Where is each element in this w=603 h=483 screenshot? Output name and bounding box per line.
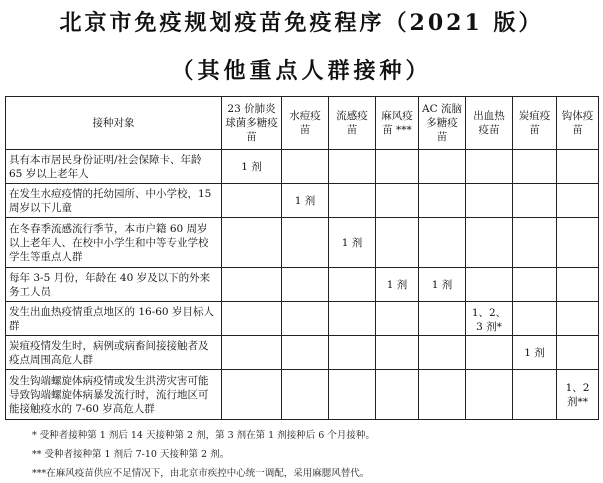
column-header-target: 接种对象 xyxy=(6,97,222,150)
target-group-cell: 在发生水痘疫情的托幼园所、中小学校，15 周岁以下儿童 xyxy=(6,184,222,218)
table-row xyxy=(6,150,599,184)
dose-cell xyxy=(557,268,599,302)
column-header-vaccine: 炭疽疫苗 xyxy=(513,97,557,150)
dose-cell xyxy=(329,268,376,302)
dose-cell xyxy=(466,370,513,420)
dose-cell xyxy=(376,150,419,184)
table-row xyxy=(6,370,599,420)
dose-cell xyxy=(513,268,557,302)
dose-cell xyxy=(466,268,513,302)
column-header-vaccine: 出血热疫苗 xyxy=(466,97,513,150)
dose-cell xyxy=(282,336,329,370)
footnotes xyxy=(32,426,375,483)
dose-cell: 1、2、3 剂* xyxy=(466,302,513,336)
dose-cell xyxy=(513,184,557,218)
immunization-schedule-table xyxy=(5,96,599,420)
dose-cell xyxy=(329,150,376,184)
dose-cell xyxy=(557,218,599,268)
dose-cell xyxy=(222,268,282,302)
target-group-cell: 每年 3-5 月份，年龄在 40 岁及以下的外来务工人员 xyxy=(6,268,222,302)
dose-cell xyxy=(419,150,466,184)
dose-cell: 1 剂 xyxy=(222,150,282,184)
dose-cell xyxy=(376,302,419,336)
dose-cell xyxy=(419,302,466,336)
column-header-vaccine: 钩体疫苗 xyxy=(557,97,599,150)
dose-cell xyxy=(557,302,599,336)
dose-cell xyxy=(282,268,329,302)
dose-cell xyxy=(222,218,282,268)
column-header-vaccine: 麻风疫苗 *** xyxy=(376,97,419,150)
dose-cell xyxy=(513,370,557,420)
table-row xyxy=(6,336,599,370)
dose-cell xyxy=(557,336,599,370)
column-header-vaccine: 流感疫苗 xyxy=(329,97,376,150)
dose-cell xyxy=(466,336,513,370)
dose-cell xyxy=(466,218,513,268)
dose-cell xyxy=(419,184,466,218)
dose-cell xyxy=(557,150,599,184)
dose-cell xyxy=(376,218,419,268)
dose-cell xyxy=(282,218,329,268)
table-row xyxy=(6,302,599,336)
dose-cell xyxy=(222,336,282,370)
dose-cell xyxy=(419,336,466,370)
footnote: ** 受种者接种第 1 剂后 7-10 天接种第 2 剂。 xyxy=(32,449,230,460)
footnote: ***在麻风疫苗供应不足情况下，由北京市疾控中心统一调配，采用麻腮风替代。 xyxy=(32,468,370,479)
dose-cell xyxy=(329,302,376,336)
table-row xyxy=(6,184,599,218)
page-title: 北京市免疫规划疫苗免疫程序（2021 版） xyxy=(59,10,544,36)
dose-cell xyxy=(419,370,466,420)
dose-cell: 1 剂 xyxy=(282,184,329,218)
column-header-vaccine: 23 价肺炎球菌多糖疫苗 xyxy=(222,97,282,150)
column-header-vaccine: 水痘疫苗 xyxy=(282,97,329,150)
dose-cell xyxy=(376,370,419,420)
dose-cell xyxy=(557,184,599,218)
dose-cell xyxy=(513,150,557,184)
dose-cell xyxy=(222,184,282,218)
dose-cell xyxy=(376,184,419,218)
table-row xyxy=(6,268,599,302)
dose-cell: 1 剂 xyxy=(329,218,376,268)
dose-cell: 1 剂 xyxy=(419,268,466,302)
target-group-cell: 具有本市居民身份证明/社会保障卡、年龄 65 岁以上老年人 xyxy=(6,150,222,184)
dose-cell: 1 剂 xyxy=(513,336,557,370)
dose-cell xyxy=(466,150,513,184)
target-group-cell: 发生出血热疫情重点地区的 16-60 岁目标人群 xyxy=(6,302,222,336)
dose-cell xyxy=(329,336,376,370)
dose-cell xyxy=(329,370,376,420)
dose-cell xyxy=(513,302,557,336)
target-group-cell: 炭疽疫情发生时，病例或病畜间接接触者及疫点周围高危人群 xyxy=(6,336,222,370)
dose-cell xyxy=(513,218,557,268)
table-header-row xyxy=(6,97,599,150)
table-row xyxy=(6,218,599,268)
dose-cell xyxy=(282,150,329,184)
dose-cell xyxy=(466,184,513,218)
column-header-vaccine: AC 流脑多糖疫苗 xyxy=(419,97,466,150)
page-subtitle: （其他重点人群接种） xyxy=(171,58,432,84)
dose-cell: 1 剂 xyxy=(376,268,419,302)
dose-cell xyxy=(222,302,282,336)
dose-cell xyxy=(419,218,466,268)
dose-cell xyxy=(282,370,329,420)
footnote: * 受种者接种第 1 剂后 14 天接种第 2 剂，第 3 剂在第 1 剂接种后 6 个月接种。 xyxy=(32,430,375,441)
target-group-cell: 发生钩端螺旋体病疫情或发生洪涝灾害可能导致钩端螺旋体病暴发流行时，流行地区可能接触疫水的 7-60 岁高危人群 xyxy=(6,370,222,420)
dose-cell xyxy=(222,370,282,420)
dose-cell xyxy=(329,184,376,218)
dose-cell xyxy=(376,336,419,370)
dose-cell xyxy=(282,302,329,336)
target-group-cell: 在冬春季流感流行季节，本市户籍 60 周岁以上老年人、在校中小学生和中等专业学校学生等重点人群 xyxy=(6,218,222,268)
dose-cell: 1、2 剂** xyxy=(557,370,599,420)
